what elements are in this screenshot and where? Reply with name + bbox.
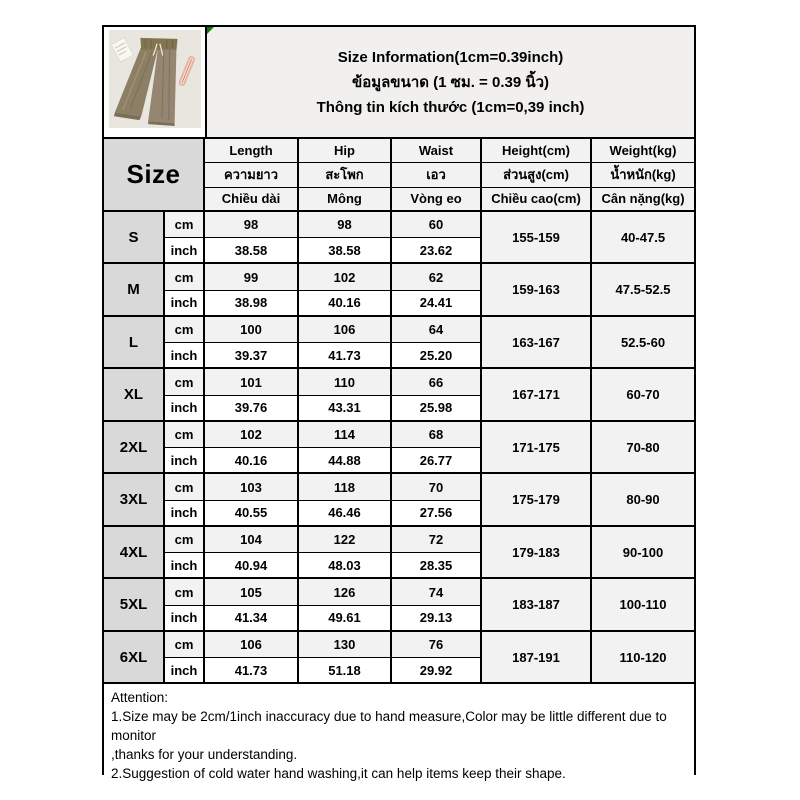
value-2XL-cm-2: 68 [392,422,482,448]
header-height-en: Height(cm) [482,139,592,163]
header-hip-vi: Mông [299,188,392,212]
size-table [104,139,694,684]
pants-illustration [109,30,201,128]
size-cell-L: L [104,317,165,370]
header-weight-en: Weight(kg) [592,139,694,163]
value-5XL-cm-2: 74 [392,579,482,605]
value-XL-inch-1: 43.31 [299,396,392,422]
size-corner-header: Size [104,139,205,212]
unit-cm-label: cm [165,264,205,290]
unit-inch-label: inch [165,658,205,684]
size-cell-4XL: 4XL [104,527,165,580]
value-M-cm-0: 99 [205,264,299,290]
size-cell-5XL: 5XL [104,579,165,632]
value-L-inch-0: 39.37 [205,343,299,369]
header-length-vi: Chiều dài [205,188,299,212]
value-5XL-cm-1: 126 [299,579,392,605]
weight-range-M: 47.5-52.5 [592,264,694,317]
unit-cm-label: cm [165,527,205,553]
title-english: Size Information(1cm=0.39inch) [337,48,564,66]
height-range-L: 163-167 [482,317,592,370]
attention-box [104,684,694,787]
unit-cm-label: cm [165,369,205,395]
unit-cm-label: cm [165,422,205,448]
value-4XL-cm-1: 122 [299,527,392,553]
height-range-3XL: 175-179 [482,474,592,527]
value-M-inch-0: 38.98 [205,291,299,317]
height-range-4XL: 179-183 [482,527,592,580]
value-5XL-inch-1: 49.61 [299,606,392,632]
weight-range-2XL: 70-80 [592,422,694,475]
unit-inch-label: inch [165,606,205,632]
size-cell-6XL: 6XL [104,632,165,685]
unit-cm-label: cm [165,632,205,658]
attention-line-1: 1.Size may be 2cm/1inch inaccuracy due to hand measure,Color may be little different due to monitor [111,709,667,744]
value-L-inch-1: 41.73 [299,343,392,369]
value-S-inch-0: 38.58 [205,238,299,264]
unit-inch-label: inch [165,343,205,369]
unit-cm-label: cm [165,317,205,343]
size-cell-2XL: 2XL [104,422,165,475]
size-cell-XL: XL [104,369,165,422]
cell-corner-marker [207,27,214,34]
attention-line-3: 2.Suggestion of cold water hand washing,it can help items keep their shape. [111,766,566,782]
value-2XL-inch-2: 26.77 [392,448,482,474]
value-6XL-inch-0: 41.73 [205,658,299,684]
value-6XL-cm-0: 106 [205,632,299,658]
size-cell-M: M [104,264,165,317]
header-height-vi: Chiều cao(cm) [482,188,592,212]
value-3XL-cm-0: 103 [205,474,299,500]
value-3XL-inch-0: 40.55 [205,501,299,527]
value-L-cm-0: 100 [205,317,299,343]
value-3XL-cm-2: 70 [392,474,482,500]
height-range-6XL: 187-191 [482,632,592,685]
header-waist-en: Waist [392,139,482,163]
attention-line-2: ,thanks for your understanding. [111,747,298,763]
weight-range-S: 40-47.5 [592,212,694,265]
value-5XL-cm-0: 105 [205,579,299,605]
unit-cm-label: cm [165,474,205,500]
value-6XL-inch-2: 29.92 [392,658,482,684]
title-vietnamese: Thông tin kích thước (1cm=0,39 inch) [316,98,585,116]
value-2XL-inch-0: 40.16 [205,448,299,474]
value-XL-inch-0: 39.76 [205,396,299,422]
height-range-5XL: 183-187 [482,579,592,632]
value-M-cm-1: 102 [299,264,392,290]
title-thai: ข้อมูลขนาด (1 ซม. = 0.39 นิ้ว) [351,73,550,91]
value-L-cm-1: 106 [299,317,392,343]
value-S-inch-2: 23.62 [392,238,482,264]
header-weight-th: น้ำหนัก(kg) [592,163,694,187]
header-weight-vi: Cân nặng(kg) [592,188,694,212]
size-cell-S: S [104,212,165,265]
value-3XL-cm-1: 118 [299,474,392,500]
unit-inch-label: inch [165,501,205,527]
value-XL-cm-2: 66 [392,369,482,395]
height-range-M: 159-163 [482,264,592,317]
header-length-th: ความยาว [205,163,299,187]
value-XL-cm-0: 101 [205,369,299,395]
value-4XL-cm-2: 72 [392,527,482,553]
value-6XL-inch-1: 51.18 [299,658,392,684]
header-height-th: ส่วนสูง(cm) [482,163,592,187]
size-information-title [207,27,694,137]
header-length-en: Length [205,139,299,163]
value-S-cm-2: 60 [392,212,482,238]
weight-range-3XL: 80-90 [592,474,694,527]
header-waist-vi: Vòng eo [392,188,482,212]
value-2XL-cm-0: 102 [205,422,299,448]
header-hip-en: Hip [299,139,392,163]
size-chart-panel [102,25,696,782]
size-cell-3XL: 3XL [104,474,165,527]
unit-inch-label: inch [165,238,205,264]
product-photo [104,27,207,137]
unit-cm-label: cm [165,579,205,605]
unit-inch-label: inch [165,291,205,317]
value-6XL-cm-2: 76 [392,632,482,658]
value-2XL-inch-1: 44.88 [299,448,392,474]
value-S-inch-1: 38.58 [299,238,392,264]
weight-range-6XL: 110-120 [592,632,694,685]
header-waist-th: เอว [392,163,482,187]
value-XL-cm-1: 110 [299,369,392,395]
header-hip-th: สะโพก [299,163,392,187]
unit-cm-label: cm [165,212,205,238]
weight-range-L: 52.5-60 [592,317,694,370]
value-3XL-inch-1: 46.46 [299,501,392,527]
height-range-S: 155-159 [482,212,592,265]
value-3XL-inch-2: 27.56 [392,501,482,527]
chart-header-row [104,27,694,139]
value-XL-inch-2: 25.98 [392,396,482,422]
weight-range-5XL: 100-110 [592,579,694,632]
unit-inch-label: inch [165,396,205,422]
value-4XL-cm-0: 104 [205,527,299,553]
value-M-cm-2: 62 [392,264,482,290]
value-6XL-cm-1: 130 [299,632,392,658]
value-S-cm-1: 98 [299,212,392,238]
weight-range-XL: 60-70 [592,369,694,422]
height-range-XL: 167-171 [482,369,592,422]
attention-title: Attention: [111,690,169,706]
value-L-cm-2: 64 [392,317,482,343]
value-2XL-cm-1: 114 [299,422,392,448]
height-range-2XL: 171-175 [482,422,592,475]
weight-range-4XL: 90-100 [592,527,694,580]
value-4XL-inch-1: 48.03 [299,553,392,579]
unit-inch-label: inch [165,553,205,579]
value-L-inch-2: 25.20 [392,343,482,369]
value-4XL-inch-2: 28.35 [392,553,482,579]
value-M-inch-2: 24.41 [392,291,482,317]
value-4XL-inch-0: 40.94 [205,553,299,579]
value-M-inch-1: 40.16 [299,291,392,317]
unit-inch-label: inch [165,448,205,474]
value-5XL-inch-2: 29.13 [392,606,482,632]
value-S-cm-0: 98 [205,212,299,238]
value-5XL-inch-0: 41.34 [205,606,299,632]
